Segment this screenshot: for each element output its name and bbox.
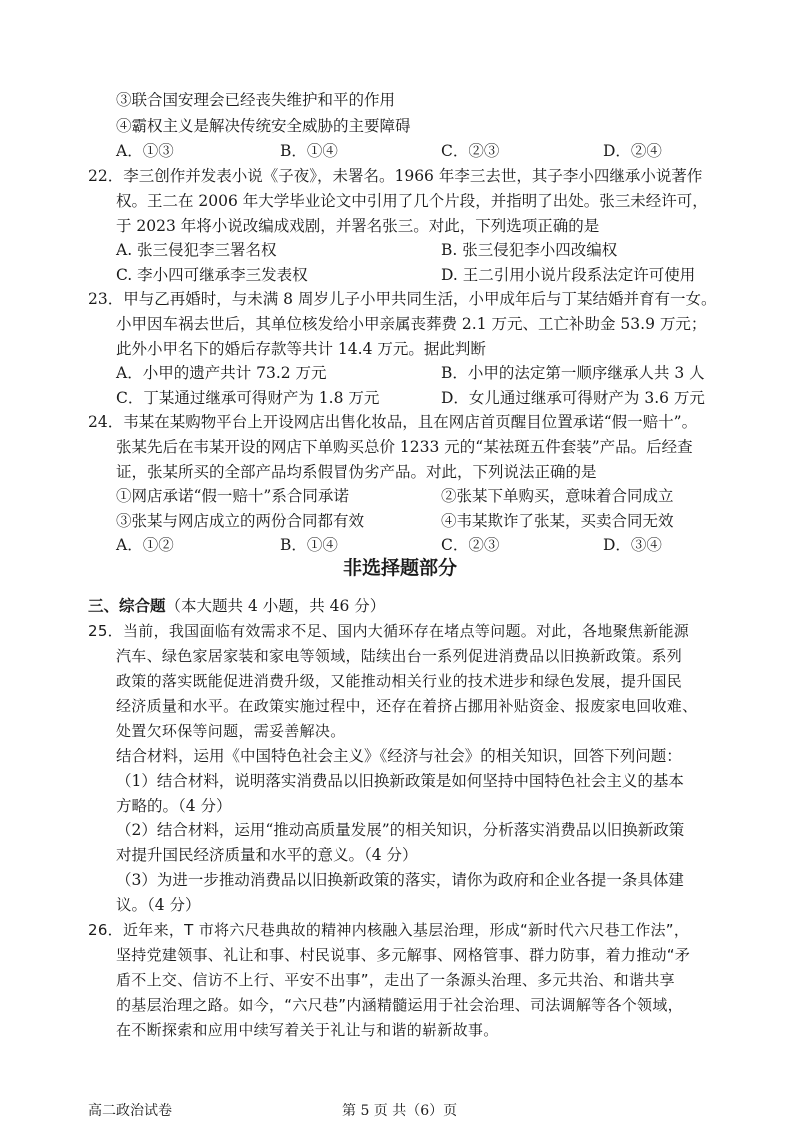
footer-subject: 高二政治试卷 xyxy=(88,1103,172,1119)
q22-option-b: B. 张三侵犯李小四改编权 xyxy=(441,241,618,259)
q22-stem-line-1: 22．李三创作并发表小说《子夜》，未署名。1966 年李三去世，其子李小四继承小说著作 xyxy=(88,167,703,185)
q24-option-a: A．①② xyxy=(116,536,174,554)
q25-sub2-line-2: 对提升国民经济质量和水平的意义。（4 分） xyxy=(116,846,418,864)
q25-sub3-line-1: （3）为进一步推动消费品以旧换新政策的落实，请你为政府和企业各提一条具体建 xyxy=(116,871,684,889)
q24-item-3: ③张某与网店成立的两份合同都有效 xyxy=(116,512,365,530)
footer-page-number: 第 5 页 共（6）页 xyxy=(342,1103,458,1119)
q25-sub1-line-2: 方略的。（4 分） xyxy=(116,797,232,815)
q24-option-b: B．①④ xyxy=(280,536,338,554)
q24-option-c: C．②③ xyxy=(441,536,500,554)
q25-material-line-5: 处置欠环保等问题，需妥善解决。 xyxy=(116,722,346,740)
q26-material-line-3: 盾不上交、信访不上行、平安不出事”，走出了一条源头治理、多元共治、和谐共享 xyxy=(116,971,675,989)
q24-item-1: ①网店承诺“假一赔十”系合同承诺 xyxy=(116,487,349,505)
q25-intro: 结合材料，运用《中国特色社会主义》《经济与社会》的相关知识，回答下列问题： xyxy=(116,747,682,765)
q26-material-line-5: 在不断探索和应用中续写着关于礼让与和谐的崭新故事。 xyxy=(116,1021,499,1039)
q26-material-line-2: 坚持党建领事、礼让和事、村民说事、多元解事、网格管事、群力防事，着力推动“矛 xyxy=(116,946,691,964)
q22-option-a: A. 张三侵犯李三署名权 xyxy=(116,241,277,259)
q24-stem-line-2: 张某先后在韦某开设的网店下单购买总价 1233 元的“某祛斑五件套装”产品。后经查 xyxy=(116,438,693,456)
q21-option-b: B．①④ xyxy=(280,142,338,160)
q25-sub2-line-1: （2）结合材料，运用“推动高质量发展”的相关知识，分析落实消费品以旧换新政策 xyxy=(116,821,685,839)
section-3-title xyxy=(88,596,385,616)
q23-option-d: D．女儿通过继承可得财产为 3.6 万元 xyxy=(441,389,705,407)
q22-option-d: D. 王二引用小说片段系法定许可使用 xyxy=(441,266,696,284)
q26-material-line-1: 26．近年来，T 市将六尺巷典故的精神内核融入基层治理，形成“新时代六尺巷工作法”， xyxy=(88,921,690,939)
q26-material-line-4: 的基层治理之路。如今，“六尺巷”内涵精髓运用于社会治理、司法调解等各个领域， xyxy=(116,996,683,1014)
q23-option-a: A．小甲的遗产共计 73.2 万元 xyxy=(116,364,327,382)
q25-material-line-3: 政策的落实既能促进消费升级，又能推动相关行业的技术进步和绿色发展，提升国民 xyxy=(116,672,683,690)
q22-stem-line-2: 权。王二在 2006 年大学毕业论文中引用了几个片段，并指明了出处。张三未经许可， xyxy=(116,192,708,210)
q25-sub1-line-1: （1）结合材料，说明落实消费品以旧换新政策是如何坚持中国特色社会主义的基本 xyxy=(116,772,684,790)
q21-option-a: A．①③ xyxy=(116,142,174,160)
q21-item-3: ③联合国安理会已经丧失维护和平的作用 xyxy=(116,91,396,109)
q25-material-line-1: 25．当前，我国面临有效需求不足、国内大循环存在堵点等问题。对此，各地聚焦新能源 xyxy=(88,622,690,640)
q24-stem-line-1: 24．韦某在某购物平台上开设网店出售化妆品，且在网店首页醒目位置承诺“假一赔十”。 xyxy=(88,413,698,431)
section-3-note: （本大题共 4 小题，共 46 分） xyxy=(165,597,386,615)
q22-option-c: C. 李小四可继承李三发表权 xyxy=(116,266,308,284)
q24-option-d: D．③④ xyxy=(603,536,662,554)
q25-material-line-2: 汽车、绿色家居家装和家电等领域，陆续出台一系列促进消费品以旧换新政策。系列 xyxy=(116,647,683,665)
q21-item-4: ④霸权主义是解决传统安全威胁的主要障碍 xyxy=(116,117,411,135)
q21-option-c: C．②③ xyxy=(441,142,500,160)
q24-item-2: ②张某下单购买，意味着合同成立 xyxy=(441,487,674,505)
q23-stem-line-2: 小甲因车祸去世后，其单位核发给小甲亲属丧葬费 2.1 万元、工亡补助金 53.9 万元； xyxy=(116,315,707,333)
q25-material-line-4: 经济质量和水平。在政策实施过程中，还存在着挤占挪用补贴资金、报废家电回收难、 xyxy=(116,697,698,715)
q23-stem-line-1: 23．甲与乙再婚时，与未满 8 周岁儿子小甲共同生活，小甲成年后与丁某结婚并育有一女。 xyxy=(88,290,717,308)
q25-sub3-line-2: 议。（4 分） xyxy=(116,896,201,914)
q23-stem-line-3: 此外小甲名下的婚后存款等共计 14.4 万元。据此判断 xyxy=(116,340,486,358)
q21-option-d: D．②④ xyxy=(603,142,662,160)
section-heading: 非选择题部分 xyxy=(342,557,457,579)
q24-stem-line-3: 证，张某所买的全部产品均系假冒伪劣产品。对此，下列说法正确的是 xyxy=(116,463,597,481)
q24-item-4: ④韦某欺诈了张某，买卖合同无效 xyxy=(441,512,674,530)
section-3-label: 三、综合题 xyxy=(88,596,166,615)
q22-stem-line-3: 于 2023 年将小说改编成戏剧，并署名张三。对此，下列选项正确的是 xyxy=(116,217,600,235)
q23-option-b: B．小甲的法定第一顺序继承人共 3 人 xyxy=(441,364,705,382)
q23-option-c: C．丁某通过继承可得财产为 1.8 万元 xyxy=(116,389,380,407)
